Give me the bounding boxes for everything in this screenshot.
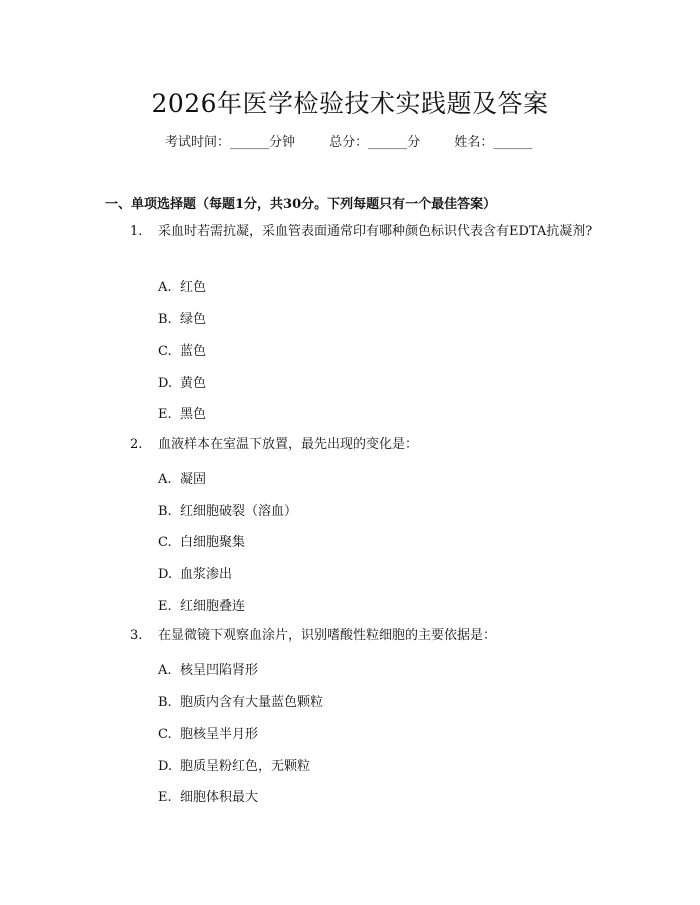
option-2d <box>158 563 232 582</box>
question-2 <box>105 434 600 455</box>
option-3a <box>158 659 258 678</box>
option-3b <box>158 691 323 710</box>
option-3c <box>158 723 258 742</box>
option-2e <box>158 595 245 614</box>
option-letter: C. <box>158 727 172 742</box>
question-3 <box>105 625 600 646</box>
option-3e <box>158 786 258 805</box>
option-letter: D. <box>158 759 173 774</box>
option-letter: A. <box>158 472 172 487</box>
option-letter: B. <box>158 312 172 327</box>
option-text: 血浆渗出 <box>180 567 233 582</box>
option-2c <box>158 531 245 550</box>
option-text: 红色 <box>180 280 207 295</box>
option-2a <box>158 468 206 487</box>
option-3d <box>158 755 310 774</box>
option-text: 白细胞聚集 <box>180 535 246 550</box>
option-letter: D. <box>158 567 173 582</box>
question-number: 2. <box>130 437 143 452</box>
option-letter: A. <box>158 663 172 678</box>
exam-time-label: 考试时间：______分钟 <box>165 135 296 150</box>
option-text: 黑色 <box>180 407 207 422</box>
question-text: 采血时若需抗凝，采血管表面通常印有哪种颜色标识代表含有EDTA抗凝剂? <box>158 224 593 239</box>
section-heading: 一、单项选择题（每题1分，共30分。下列每题只有一个最佳答案） <box>105 197 497 212</box>
option-text: 红细胞叠连 <box>180 599 246 614</box>
option-text: 凝固 <box>180 472 207 487</box>
option-text: 绿色 <box>180 312 207 327</box>
option-text: 黄色 <box>180 376 207 391</box>
question-1 <box>105 221 600 242</box>
option-1a <box>158 276 206 295</box>
option-text: 蓝色 <box>180 344 207 359</box>
question-text: 血液样本在室温下放置，最先出现的变化是： <box>158 437 419 452</box>
option-text: 胞质呈粉红色，无颗粒 <box>180 759 311 774</box>
option-letter: C. <box>158 344 172 359</box>
option-letter: A. <box>158 280 172 295</box>
option-text: 胞核呈半月形 <box>180 727 259 742</box>
option-letter: E. <box>158 599 172 614</box>
option-letter: B. <box>158 504 172 519</box>
option-letter: C. <box>158 535 172 550</box>
page-title: 2026年医学检验技术实践题及答案 <box>151 89 549 118</box>
option-text: 核呈凹陷肾形 <box>180 663 259 678</box>
option-letter: B. <box>158 695 172 710</box>
option-text: 细胞体积最大 <box>180 790 259 805</box>
option-1b <box>158 308 206 327</box>
question-text: 在显微镜下观察血涂片，识别嗜酸性粒细胞的主要依据是： <box>158 628 497 643</box>
option-1c <box>158 340 206 359</box>
total-score-label: 总分：______分 <box>329 135 421 150</box>
option-text: 红细胞破裂（溶血） <box>180 504 298 519</box>
option-2b <box>158 500 297 519</box>
student-name-label: 姓名：______ <box>454 135 533 150</box>
option-1d <box>158 372 206 391</box>
option-letter: D. <box>158 376 173 391</box>
option-letter: E. <box>158 407 172 422</box>
option-letter: E. <box>158 790 172 805</box>
question-number: 1. <box>130 224 143 239</box>
question-number: 3. <box>130 628 143 643</box>
option-1e <box>158 403 206 422</box>
option-text: 胞质内含有大量蓝色颗粒 <box>180 695 324 710</box>
exam-meta <box>165 131 562 150</box>
